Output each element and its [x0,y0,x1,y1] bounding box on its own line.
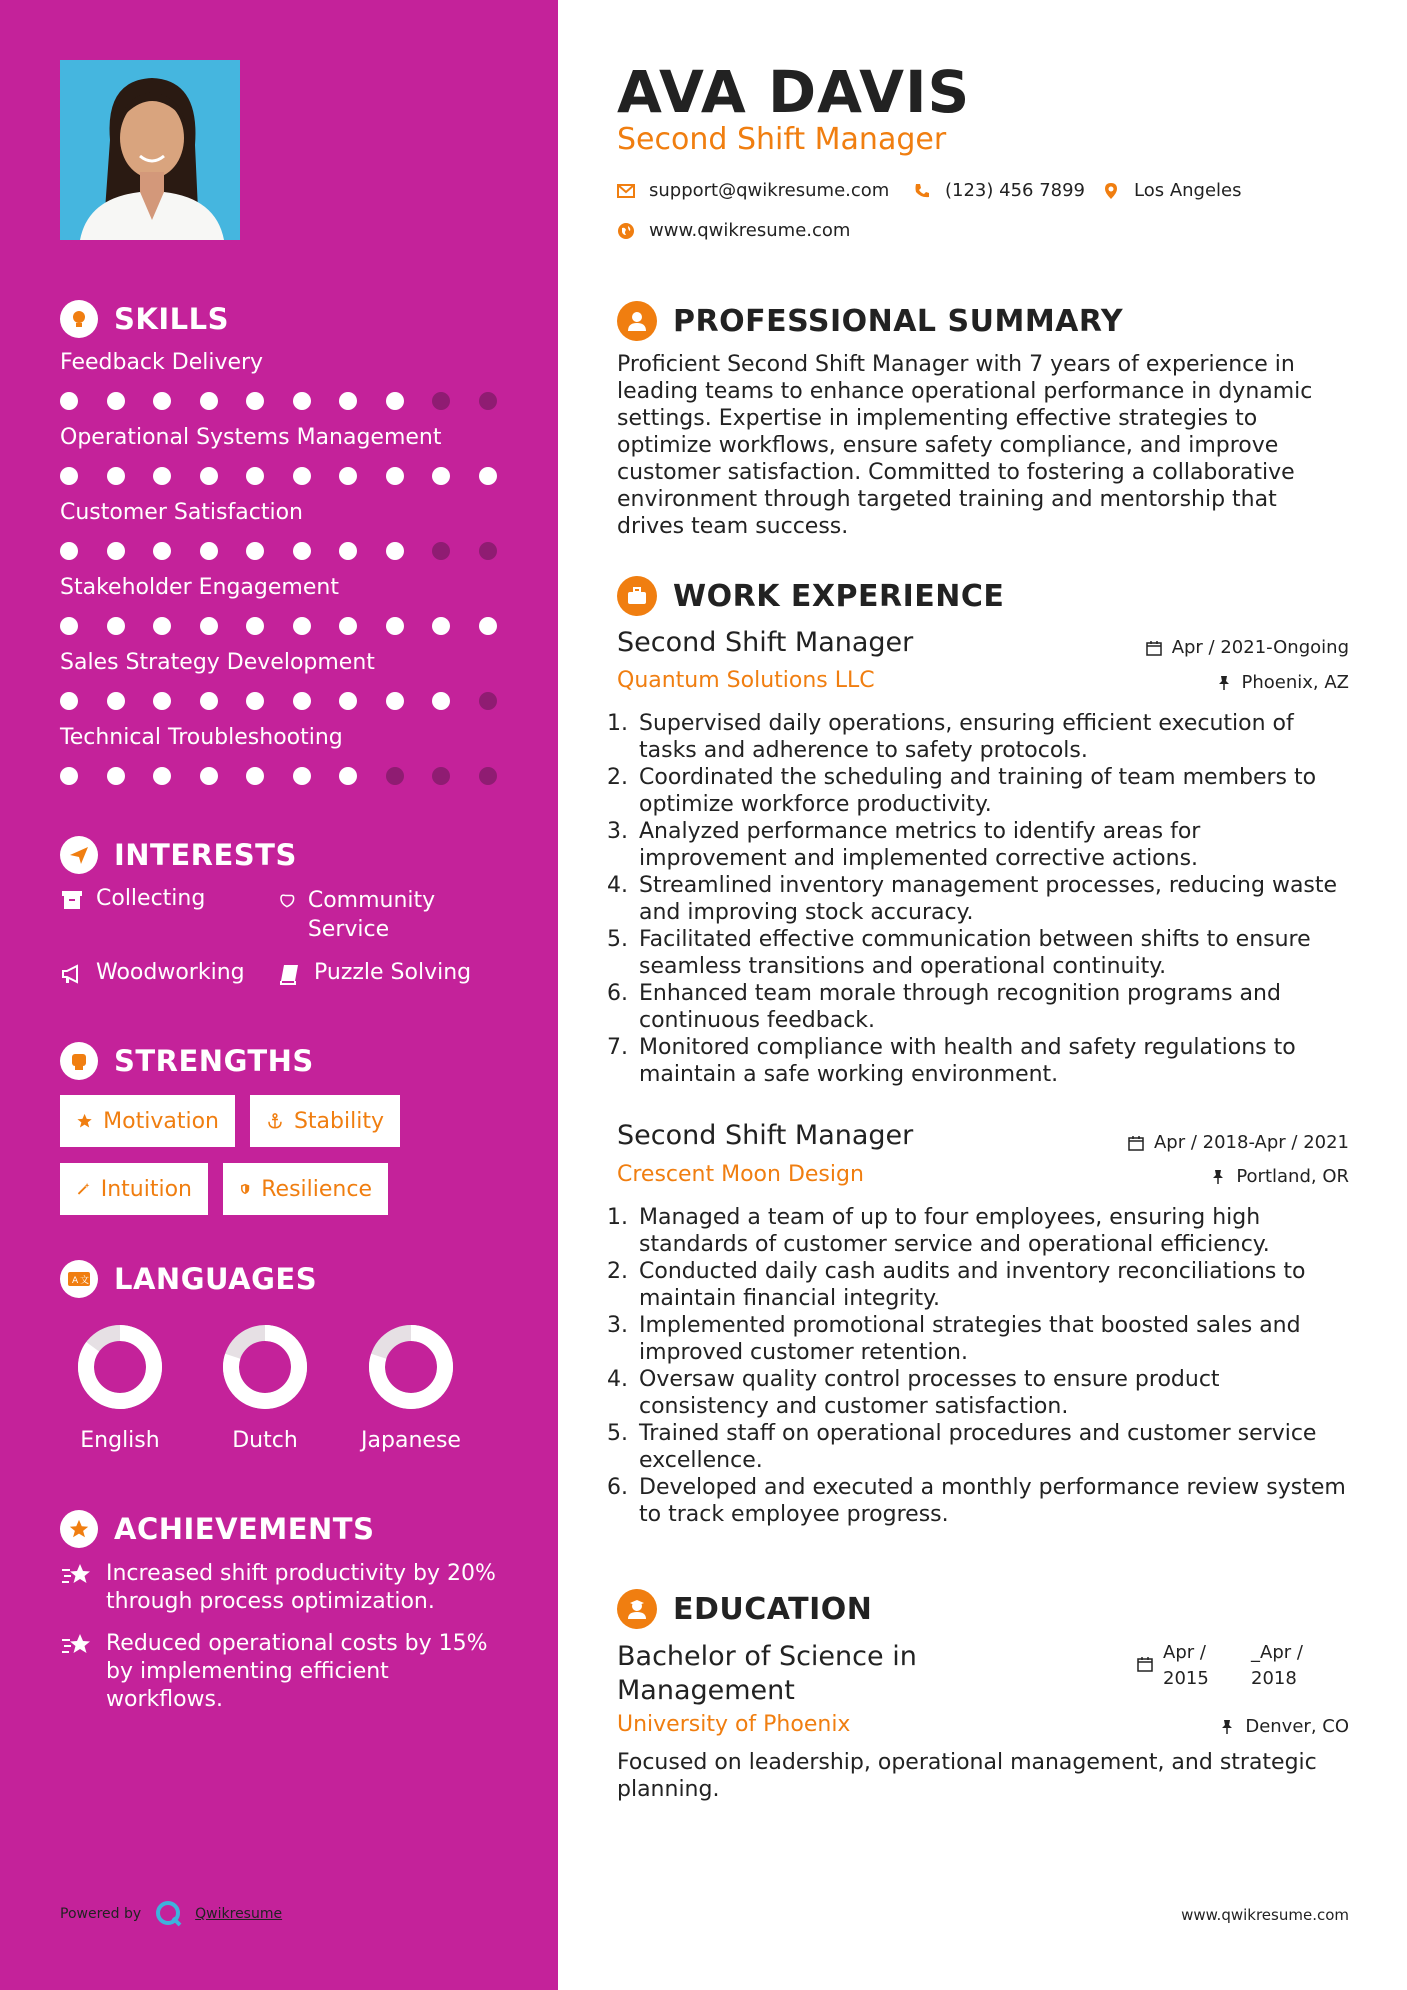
footer-website-link[interactable]: www.qwikresume.com [1181,1906,1349,1924]
rating-dot-filled [339,542,357,560]
powered-by-label: Powered by [60,1906,142,1922]
responsibility-item: 7. Monitored compliance with health and safety regulations to maintain a safe working environment. [635,1034,1349,1088]
strength-label: Motivation [103,1108,219,1134]
education-school: University of Phoenix [617,1712,851,1737]
interests-title: INTERESTS [114,838,297,872]
heart-hand-icon [278,888,296,912]
rating-dot-filled [432,617,450,635]
language-name: English [80,1428,160,1453]
interest-label: Community Service [307,888,436,942]
rating-dot-filled [339,692,357,710]
contact-location [1102,180,1242,201]
skill-item [60,350,520,375]
rating-dot-filled [153,767,171,785]
rating-dot-filled [107,392,125,410]
shield-icon [239,1178,251,1200]
education-location-text: Denver, CO [1245,1716,1349,1737]
powered-by [60,1900,282,1928]
responsibility-item: 5. Facilitated effective communication between shifts to ensure seamless transitions and operational continuity. [635,926,1349,980]
language-item [195,1322,335,1453]
anchor-icon [266,1110,284,1132]
responsibility-item: 2. Coordinated the scheduling and training of team members to optimize workforce productivity. [635,764,1349,818]
strengths-heading [60,1042,314,1080]
summary-title: PROFESSIONAL SUMMARY [673,303,1124,339]
rating-dot-filled [60,692,78,710]
phone-text: (123) 456 7899 [945,180,1086,201]
pushpin-icon [1210,1169,1226,1185]
rating-dot-filled [200,392,218,410]
qwikresume-logo-icon [155,1900,183,1928]
rating-dot-empty [479,392,497,410]
interest-label: Collecting [96,886,206,911]
education-end: _Apr / 2018 [1251,1642,1303,1689]
website-text: www.qwikresume.com [649,220,851,241]
calendar-icon [1137,1656,1153,1672]
briefcase-icon [617,576,657,616]
rating-dot-filled [246,617,264,635]
rating-dot-filled [293,767,311,785]
education-start: Apr / 2015 [1163,1642,1209,1689]
rating-dot-filled [246,392,264,410]
job-location [1216,672,1350,693]
skill-name: Technical Troubleshooting [60,725,343,750]
skill-name: Operational Systems Management [60,425,442,450]
education-heading [617,1589,872,1629]
responsibility-item: 3. Implemented promotional strategies that boosted sales and improved customer retention. [635,1312,1349,1366]
rating-dot-filled [107,692,125,710]
rating-dot-filled [479,617,497,635]
rating-dot-empty [432,392,450,410]
rating-dot-filled [386,692,404,710]
svg-text:A: A [72,1276,79,1286]
rating-dot-filled [60,542,78,560]
user-icon [617,301,657,341]
strength-badge [60,1163,208,1215]
job-dates [1128,1132,1349,1153]
pushpin-icon [1216,675,1232,691]
rating-dot-filled [60,467,78,485]
rating-dot-filled [246,542,264,560]
interest-item [60,960,245,986]
responsibility-item: 5. Trained staff on operational procedures and customer service excellence. [635,1420,1349,1474]
job-responsibilities [617,1204,1349,1528]
responsibility-item: 4. Oversaw quality control processes to ensure product consistency and customer satisfaction. [635,1366,1349,1420]
job-title: Second Shift Manager [617,627,914,658]
rating-dot-filled [60,617,78,635]
rating-dot-filled [386,617,404,635]
rating-dot-filled [200,617,218,635]
language-ring [75,1322,165,1412]
languages-title: LANGUAGES [114,1262,318,1296]
candidate-role: Second Shift Manager [617,122,947,157]
location-text: Los Angeles [1134,180,1242,201]
skill-item [60,425,520,450]
contact-email[interactable] [617,180,889,201]
map-pin-icon [1102,182,1120,200]
rating-dot-filled [339,392,357,410]
rating-dot-filled [293,542,311,560]
shooting-star-icon [60,1560,92,1590]
rating-dot-filled [339,617,357,635]
language-name: Japanese [361,1428,461,1453]
rating-dot-filled [60,767,78,785]
language-item [50,1322,190,1453]
rating-dot-empty [479,692,497,710]
candidate-name: AVA DAVIS [617,58,971,126]
fist-icon [60,1042,98,1080]
rating-dot-filled [107,542,125,560]
language-name: Dutch [232,1428,298,1453]
phone-icon [913,182,931,200]
achievements-heading [60,1510,374,1548]
rating-dot-filled [293,692,311,710]
skill-item [60,500,520,525]
rating-dot-filled [246,767,264,785]
rating-dot-filled [200,467,218,485]
shooting-star-icon [60,1630,92,1660]
skills-heading [60,300,229,338]
job-dates-text: Apr / 2021-Ongoing [1171,637,1349,658]
skill-name: Feedback Delivery [60,350,264,375]
rating-dot-filled [107,467,125,485]
responsibility-item: 4. Streamlined inventory management processes, reducing waste and improving stock accuracy. [635,872,1349,926]
education-location [1219,1716,1349,1737]
contact-website[interactable] [617,220,850,241]
job-location-text: Phoenix, AZ [1241,672,1349,693]
interest-item [278,886,468,944]
rating-dot-empty [386,767,404,785]
job-title: Second Shift Manager [617,1120,914,1151]
calendar-icon [1146,640,1162,656]
responsibility-item: 6. Enhanced team morale through recognition programs and continuous feedback. [635,980,1349,1034]
strength-label: Intuition [100,1176,192,1202]
rating-dot-filled [339,767,357,785]
rating-dot-filled [386,542,404,560]
rating-dot-filled [200,692,218,710]
megaphone-icon [60,962,84,986]
job-company: Quantum Solutions LLC [617,668,875,693]
strength-badge [250,1095,400,1147]
skills-title: SKILLS [114,302,229,336]
skill-item [60,725,520,750]
rating-dot-filled [153,392,171,410]
rating-dot-filled [293,467,311,485]
summary-heading [617,301,1123,341]
rating-dot-filled [293,392,311,410]
rating-dot-empty [432,542,450,560]
education-degree: Bachelor of Science in Management [617,1641,917,1706]
rating-dot-filled [200,767,218,785]
achievement-text: Increased shift productivity by 20% through process optimization. [106,1561,496,1614]
education-title: EDUCATION [673,1591,873,1627]
trophy-star-icon [60,1510,98,1548]
interests-heading [60,836,297,874]
rating-dot-filled [200,542,218,560]
interest-item [60,886,205,912]
lightbulb-icon [60,300,98,338]
rating-dot-filled [386,467,404,485]
language-ring [220,1322,310,1412]
responsibility-item: 6. Developed and executed a monthly performance review system to track employee progress. [635,1474,1349,1528]
rating-dot-filled [153,617,171,635]
achievement-item [60,1630,500,1714]
pushpin-icon [1219,1719,1235,1735]
interest-item [278,960,471,986]
qwikresume-link[interactable]: Qwikresume [195,1906,283,1922]
rating-dot-filled [246,692,264,710]
translate-icon [60,1260,98,1298]
job-company: Crescent Moon Design [617,1162,864,1187]
rating-dot-filled [107,617,125,635]
rating-dot-filled [432,692,450,710]
experience-title: WORK EXPERIENCE [673,578,1005,614]
calendar-icon [1128,1135,1144,1151]
strength-label: Stability [293,1108,384,1134]
job-responsibilities [617,710,1349,1088]
skill-item [60,575,520,600]
rating-dot-filled [432,467,450,485]
job-location [1210,1166,1349,1187]
rating-dot-filled [153,542,171,560]
sidebar [0,0,558,1990]
rating-dot-filled [293,617,311,635]
graduate-icon [617,1589,657,1629]
rating-dot-empty [432,767,450,785]
svg-text:文: 文 [80,1276,90,1286]
summary-text: Proficient Second Shift Manager with 7 years of experience in leading teams to enhance operational performance in dynamic settings. Expertise in implementing effective strategies to optimize workflows, ensure safety compliance, and improve customer satisfaction. Committed to fostering a collaborative environment through targeted training and mentorship that drives team success. [617,352,1313,539]
rating-dot-empty [479,542,497,560]
skill-item [60,650,520,675]
archive-icon [60,888,84,912]
wand-icon [76,1178,91,1200]
rating-dot-filled [60,392,78,410]
achievements-title: ACHIEVEMENTS [114,1512,375,1546]
responsibility-item: 1. Managed a team of up to four employees, ensuring high standards of customer service and operational efficiency. [635,1204,1349,1258]
interest-label: Puzzle Solving [314,960,472,985]
book-icon [278,962,302,986]
education-dates [1137,1640,1313,1692]
rating-dot-filled [339,467,357,485]
achievement-text: Reduced operational costs by 15% by implementing efficient workflows. [106,1631,488,1712]
rating-dot-filled [153,467,171,485]
job-location-text: Portland, OR [1236,1166,1349,1187]
profile-photo [60,60,240,240]
strength-badge [223,1163,388,1215]
strengths-title: STRENGTHS [114,1044,314,1078]
rating-dot-filled [479,467,497,485]
interest-label: Woodworking [96,960,245,985]
language-ring [366,1322,456,1412]
language-item [341,1322,481,1453]
contact-phone[interactable] [913,180,1085,201]
responsibility-item: 3. Analyzed performance metrics to identify areas for improvement and implemented corrective actions. [635,818,1349,872]
experience-heading [617,576,1004,616]
education-description: Focused on leadership, operational management, and strategic planning. [617,1750,1317,1802]
achievement-item [60,1560,500,1616]
skill-name: Stakeholder Engagement [60,575,339,600]
skill-name: Sales Strategy Development [60,650,375,675]
star-icon [76,1110,93,1132]
strength-label: Resilience [261,1176,372,1202]
rating-dot-empty [479,767,497,785]
languages-heading [60,1260,317,1298]
envelope-icon [617,182,635,200]
rating-dot-filled [386,392,404,410]
job-dates [1146,637,1349,658]
job-dates-text: Apr / 2018-Apr / 2021 [1153,1132,1349,1153]
strength-badge [60,1095,235,1147]
rating-dot-filled [107,767,125,785]
responsibility-item: 1. Supervised daily operations, ensuring efficient execution of tasks and adherence to safety protocols. [635,710,1349,764]
rating-dot-filled [246,467,264,485]
globe-icon [617,222,635,240]
paper-plane-icon [60,836,98,874]
responsibility-item: 2. Conducted daily cash audits and inventory reconciliations to maintain financial integrity. [635,1258,1349,1312]
rating-dot-filled [153,692,171,710]
skill-name: Customer Satisfaction [60,500,303,525]
email-text: support@qwikresume.com [649,180,890,201]
